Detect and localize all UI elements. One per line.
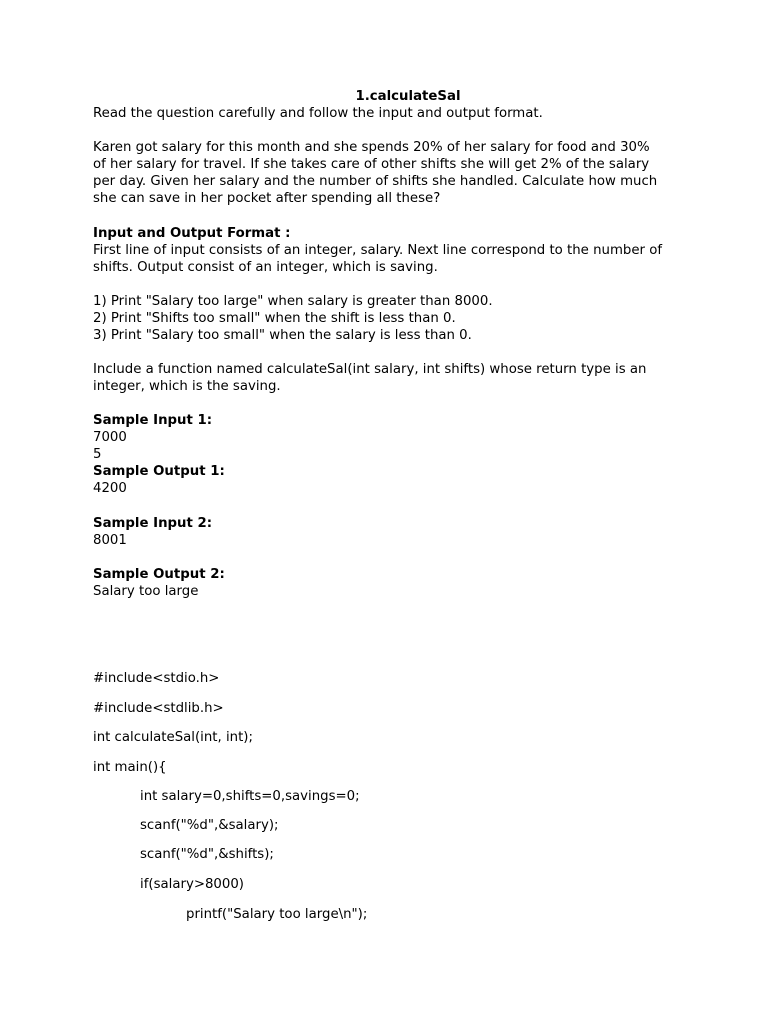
sample-output-2-value: Salary too large [93, 584, 199, 599]
function-line: integer, which is the saving. [93, 379, 281, 394]
rules-list [93, 293, 693, 344]
rule-item: 3) Print "Salary too small" when the salary is less than 0. [93, 328, 472, 343]
io-format-section [93, 225, 693, 276]
code-line: scanf("%d",&shifts); [140, 847, 274, 862]
sample-input-2-value: 8001 [93, 533, 127, 548]
sample-input-2-heading: Sample Input 2: [93, 516, 213, 531]
io-format-heading: Input and Output Format : [93, 226, 291, 241]
code-line: if(salary>8000) [140, 877, 244, 892]
problem-line: she can save in her pocket after spending all these? [93, 191, 441, 206]
sample-input-1-value: 5 [93, 447, 102, 462]
code-line: #include<stdio.h> [93, 671, 220, 686]
problem-line: of her salary for travel. If she takes care of other shifts she will get 2% of the salary [93, 157, 650, 172]
sample-output-1-heading: Sample Output 1: [93, 464, 225, 479]
problem-line: Karen got salary for this month and she spends 20% of her salary for food and 30% [93, 140, 650, 155]
sample-1-section [93, 412, 693, 497]
io-format-line: First line of input consists of an integer, salary. Next line correspond to the number of [93, 243, 663, 258]
sample-2-input-section [93, 515, 693, 549]
problem-line: per day. Given her salary and the number of shifts she handled. Calculate how much [93, 174, 658, 189]
code-line: #include<stdlib.h> [93, 701, 224, 716]
document-title: 1.calculateSal [355, 89, 461, 104]
sample-input-1-heading: Sample Input 1: [93, 413, 213, 428]
function-line: Include a function named calculateSal(int salary, int shifts) whose return type is an [93, 362, 647, 377]
sample-output-1-value: 4200 [93, 481, 127, 496]
problem-statement [93, 139, 693, 207]
rule-item: 1) Print "Salary too large" when salary is greater than 8000. [93, 294, 493, 309]
code-line: scanf("%d",&salary); [140, 818, 279, 833]
code-line: int salary=0,shifts=0,savings=0; [140, 789, 360, 804]
sample-2-output-section [93, 566, 693, 600]
code-line: int main(){ [93, 760, 167, 775]
rule-item: 2) Print "Shifts too small" when the shift is less than 0. [93, 311, 456, 326]
code-line: int calculateSal(int, int); [93, 730, 253, 745]
code-line: printf("Salary too large\n"); [186, 907, 368, 922]
sample-output-2-heading: Sample Output 2: [93, 567, 225, 582]
sample-input-1-value: 7000 [93, 430, 127, 445]
io-format-line: shifts. Output consist of an integer, which is saving. [93, 260, 438, 275]
intro-text [93, 105, 693, 122]
function-description [93, 361, 693, 395]
intro-line: Read the question carefully and follow the input and output format. [93, 106, 543, 121]
